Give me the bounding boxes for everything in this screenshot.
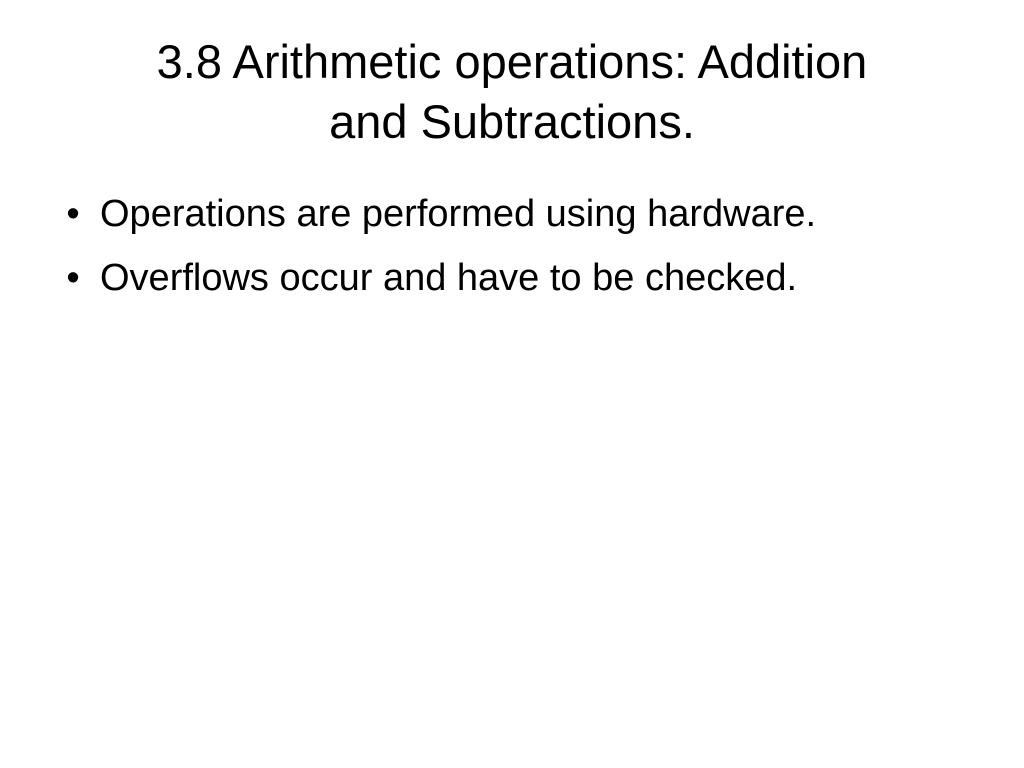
bullet-item (58, 190, 998, 238)
bullet-icon: • (66, 257, 80, 299)
bullet-text: Overflows occur and have to be checked. (100, 257, 798, 299)
bullet-list (58, 190, 998, 318)
bullet-item (58, 254, 998, 302)
slide-title (0, 32, 1024, 152)
title-line-1: 3.8 Arithmetic operations: Addition (156, 35, 868, 88)
bullet-icon: • (66, 193, 80, 235)
bullet-text: Operations are performed using hardware. (100, 193, 817, 235)
title-line-2: and Subtractions. (329, 95, 695, 148)
